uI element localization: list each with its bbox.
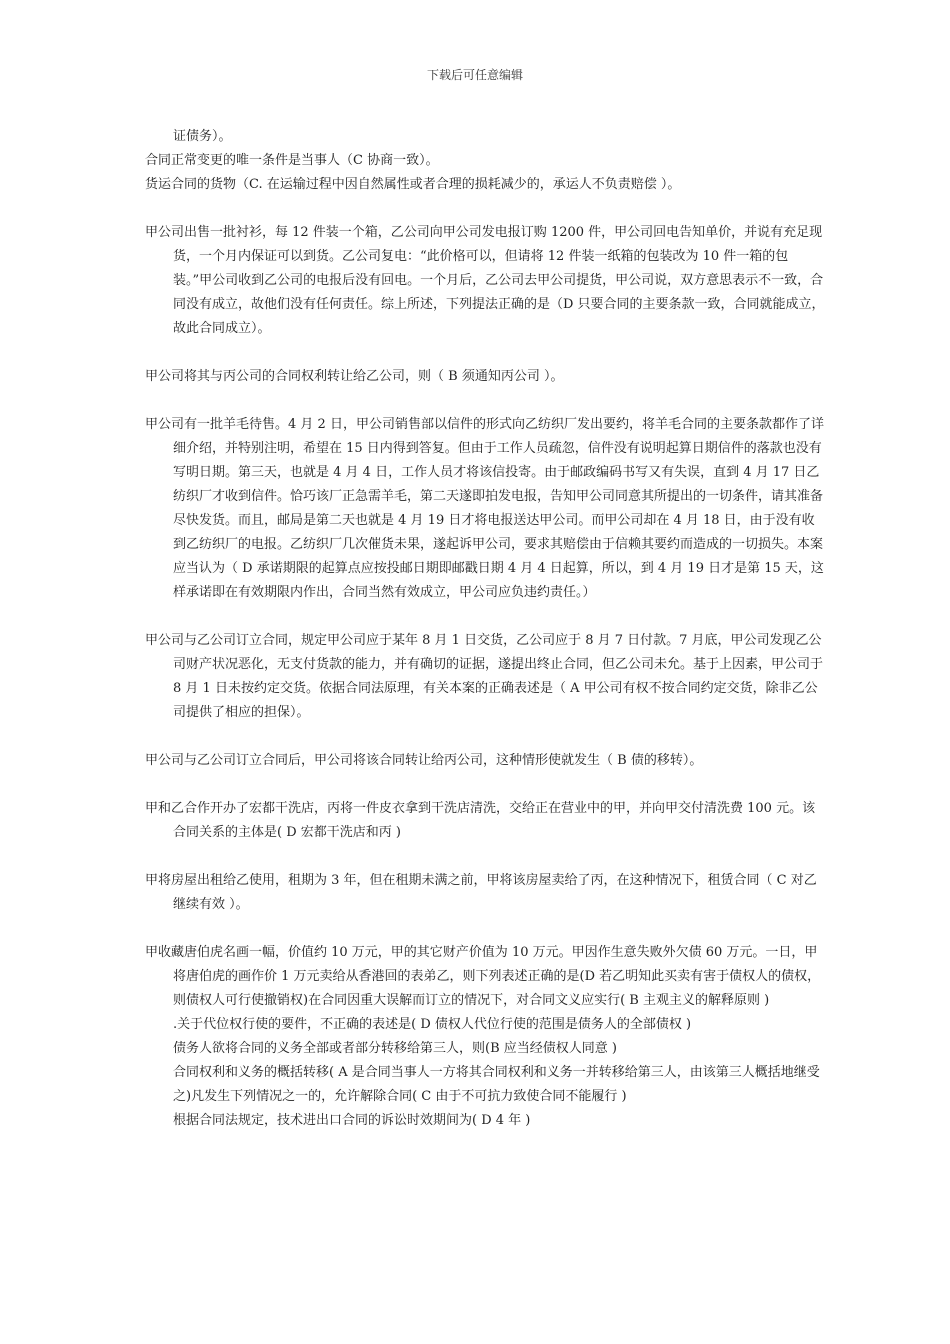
paragraph-general-transfer: 合同权利和义务的概括转移( A 是合同当事人一方将其合同权利和义务一并转移给第三人，由该第三人概括地继受之)凡发生下列情况之一的，允许解除合同( C 由于不可抗力致使合同不能履行 ) (173, 1065, 820, 1104)
paragraph-subrogation: .关于代位权行使的要件，不正确的表述是( D 债权人代位行使的范围是债务人的全部债权 ) (173, 1017, 692, 1032)
paragraph-obligation-transfer: 债务人欲将合同的义务全部或者部分转移给第三人，则(B 应当经债权人同意 ) (173, 1041, 617, 1056)
paragraph-rights-transfer: 甲公司将其与丙公司的合同权利转让给乙公司，则（ B 须通知丙公司 ）。 (145, 369, 564, 384)
paragraph-debt-tail: 证债务）。 (173, 129, 232, 144)
document-body (145, 125, 825, 1133)
paragraph-shirt-case: 甲公司出售一批衬衫，每 12 件装一个箱，乙公司向甲公司发电报订购 1200 件，甲公司回电告知单价，并说有充足现货，一个月内保证可以到货。乙公司复电：“此价格可以，但请将 12 件装一纸箱的包装改为 10 件一箱的包装。”甲公司收到乙公司的电报后没有回电。一个月后，乙公司去甲公司提货，甲公司说，双方意思表示不一致，合同没有成立，故他们没有任何责任。综上所述，下列提法正确的是（D 只要合同的主要条款一致，合同就能成立，故此合同成立）。 (145, 225, 825, 336)
paragraph-painting-case: 甲收藏唐伯虎名画一幅，价值约 10 万元，甲的其它财产价值为 10 万元。甲因作生意失败外欠债 60 万元。一日，甲将唐伯虎的画作价 1 万元卖给从香港回的表弟乙，则下列表述正确的是(D 若乙明知此买卖有害于债权人的债权，则债权人可行使撤销权)在合同因重大误解而订立的情况下，对合同文义应实行( B 主观主义的解释原则 ) (145, 945, 821, 1008)
paragraph-wool-case: 甲公司有一批羊毛待售。4 月 2 日，甲公司销售部以信件的形式向乙纺织厂发出要约，将羊毛合同的主要条款都作了详细介绍，并特别注明，希望在 15 日内得到答复。但由于工作人员疏忽，信件没有说明起算日期信件的落款也没有写明日期。第三天，也就是 4 月 4 日，工作人员才将该信投寄。由于邮政编码书写又有失误，直到 4 月 17 日乙纺织厂才收到信件。恰巧该厂正急需羊毛，第二天遂即拍发电报，告知甲公司同意其所提出的一切条件，请其准备尽快发货。而且，邮局是第二天也就是 4 月 19 日才将电报送达甲公司。而甲公司却在 4 月 18 日，由于没有收到乙纺织厂的电报。乙纺织厂几次催货未果，遂起诉甲公司，要求其赔偿由于信赖其要约而造成的一切损失。本案应当认为（ D 承诺期限的起算点应按投邮日期即邮戳日期 4 月 4 日起算，所以，到 4 月 19 日才是第 15 天，这样承诺即在有效期限内作出，合同当然有效成立，甲公司应负违约责任。） (145, 417, 824, 600)
paragraph-delivery-case: 甲公司与乙公司订立合同，规定甲公司应于某年 8 月 1 日交货，乙公司应于 8 月 7 日付款。7 月底，甲公司发现乙公司财产状况恶化，无支付货款的能力，并有确切的证据，遂提出终止合同，但乙公司未允。基于上因素，甲公司于 8 月 1 日未按约定交货。依据合同法原理，有关本案的正确表述是（ A 甲公司有权不按合同约定交货，除非乙公司提供了相应的担保）。 (145, 633, 824, 720)
paragraph-contract-assignment: 甲公司与乙公司订立合同后，甲公司将该合同转让给丙公司，这种情形使就发生（ B 债的移转）。 (145, 753, 703, 768)
paragraph-lease: 甲将房屋出租给乙使用，租期为 3 年，但在租期未满之前，甲将该房屋卖给了丙，在这种情况下，租赁合同（ C 对乙继续有效 ）。 (145, 873, 817, 912)
page-header: 下载后可任意编辑 (426, 68, 523, 82)
paragraph-limitation-period: 根据合同法规定，技术进出口合同的诉讼时效期间为( D 4 年 ) (173, 1113, 531, 1128)
paragraph-contract-change: 合同正常变更的唯一条件是当事人（C 协商一致）。 (145, 153, 439, 168)
paragraph-freight-contract: 货运合同的货物（C. 在运输过程中因自然属性或者合理的损耗减少的，承运人不负责赔偿 ）。 (145, 177, 681, 192)
paragraph-dry-cleaner: 甲和乙合作开办了宏都干洗店，丙将一件皮衣拿到干洗店清洗，交给正在营业中的甲，并向甲交付清洗费 100 元。该合同关系的主体是( D 宏都干洗店和丙 ) (145, 801, 816, 840)
